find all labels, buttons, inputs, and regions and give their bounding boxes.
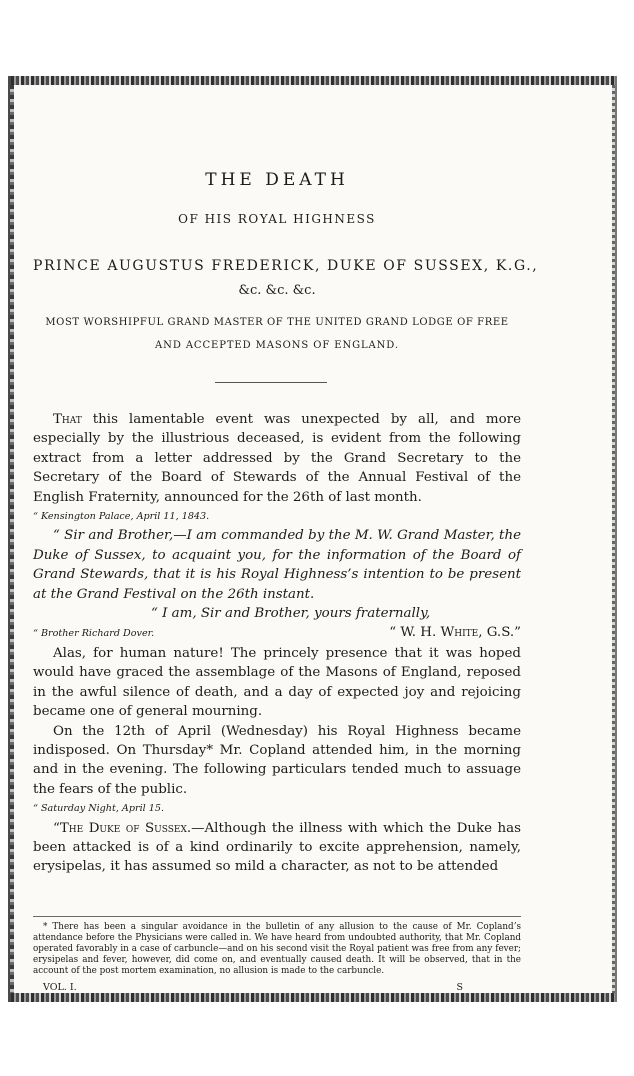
letter-close: “ I am, Sir and Brother, yours fraternally, [151, 606, 431, 622]
paragraph-4-lead: “The Duke of Sussex. [53, 820, 192, 836]
page-top-edge [11, 76, 615, 85]
paragraph-4-text: —Although the illness with which the Duke has been attacked is of a kind ordinarily to excite apprehension, namely, erysipelas, it has assumed so mild a character, as not to be attended [33, 820, 521, 875]
article-body [33, 410, 521, 877]
paragraph-2: Alas, for human nature! The princely presence that it was hoped would have graced the assemblage of the Masons of England, reposed in the awful silence of death, and a day of expected joy and rejoicing became one of general mourning. [33, 645, 521, 720]
bulletin-date: “ Saturday Night, April 15. [33, 803, 165, 815]
page-right-edge [612, 85, 615, 993]
letter-date: “ Kensington Palace, April 11, 1843. [33, 511, 210, 523]
paragraph-1 [33, 410, 521, 507]
footnote-text: * There has been a singular avoidance in the bulletin of any allusion to the cause of Mr. Copland’s attendance before the Physicians were called in. We have heard from undoubted authority, that Mr. Copland operated favorably in a case of carbuncle—and on his second visit the Royal patient was free from any fever; erysipelas and fever, however, did come on, and eventually caused death. It will be observed, that in the account of the post mortem examination, no allusion is made to the carbuncle. [33, 922, 521, 976]
heading-etc: &c. &c. &c. [238, 283, 316, 298]
heading-subtitle: OF HIS ROYAL HIGHNESS [178, 212, 376, 226]
letter-signature: “ W. H. White, G.S.” [389, 625, 521, 641]
page-left-edge [10, 85, 14, 993]
paragraph-3: On the 12th of April (Wednesday) his Royal Highness became indisposed. On Thursday* Mr. Copland attended him, in the morning and in the evening. The following particulars tended much to assuage the fears of the public. [33, 723, 521, 797]
footnote-rule [33, 916, 521, 917]
page-bottom-edge [11, 993, 615, 1002]
letter-recipient: “ Brother Richard Dover. [33, 628, 155, 640]
heading-office-line1: MOST WORSHIPFUL GRAND MASTER OF THE UNITED GRAND LODGE OF FREE [45, 317, 509, 328]
heading-office-line2: AND ACCEPTED MASONS OF ENGLAND. [155, 340, 399, 351]
paragraph-1-lead: That [53, 412, 82, 427]
signature-mark: S [456, 982, 463, 993]
book-page [8, 76, 617, 1002]
letter-body: “ Sir and Brother,—I am commanded by the M. W. Grand Master, the Duke of Sussex, to acquaint you, for the information of the Board of Grand Stewards, that it is his Royal Highness’s intention to be present at the Grand Festival on the 26th instant. [33, 528, 521, 602]
heading-name: PRINCE AUGUSTUS FREDERICK, DUKE OF SUSSEX, K.G., [33, 258, 539, 274]
signature-row [33, 982, 521, 993]
paragraph-4 [33, 819, 521, 877]
section-divider [215, 382, 327, 383]
volume-label: VOL. I. [43, 982, 77, 993]
footnote [33, 922, 521, 977]
paragraph-1-text: this lamentable event was unexpected by all, and more especially by the illustrious deceased, is evident from the following extract from a letter addressed by the Grand Secretary to the Secretary of the Board of Stewards of the Annual Festival of the English Fraternity, announced for the 26th of last month. [33, 412, 521, 505]
letter-sign-row [33, 623, 521, 643]
heading-title: THE DEATH [205, 170, 349, 190]
